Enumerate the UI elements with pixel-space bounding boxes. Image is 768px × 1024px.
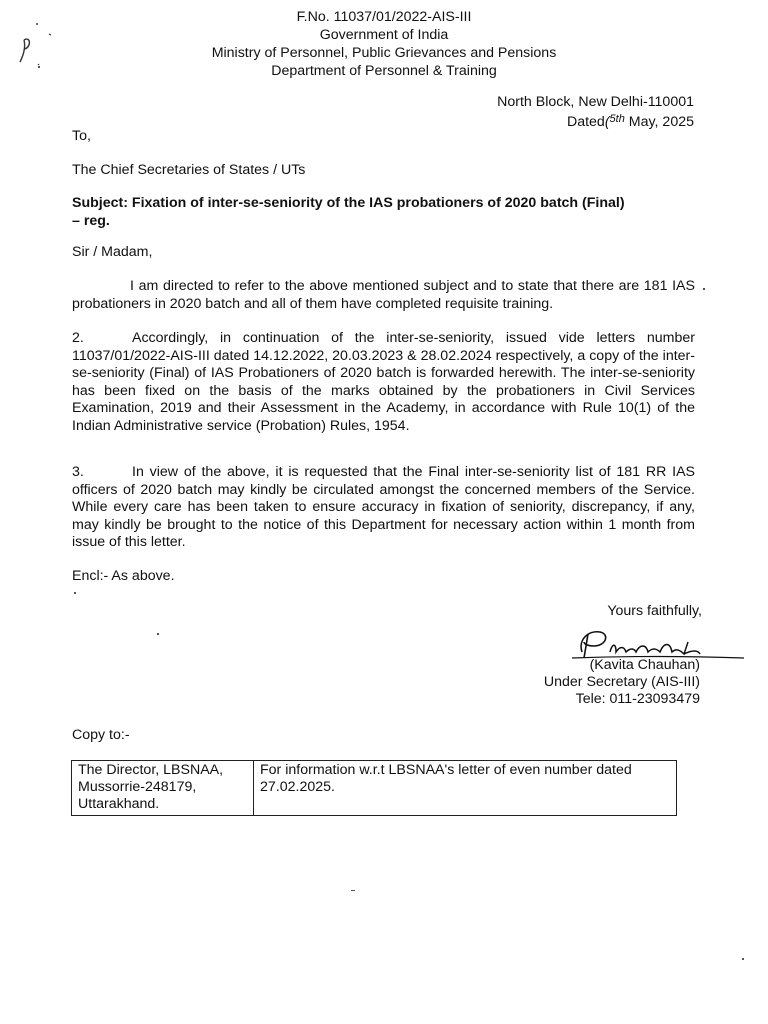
paragraph-2 <box>72 330 695 436</box>
scan-dot <box>351 890 355 891</box>
department-name: Department of Personnel & Training <box>271 63 497 79</box>
paragraph-1-text: I am directed to refer to the above mentioned subject and to state that there are 181 IAS probationers in 2020 batch and all of them have completed requisite training. <box>72 278 695 312</box>
to-label: To, <box>72 128 91 144</box>
copy-note: For information w.r.t LBSNAA's letter of even number dated 27.02.2025. <box>260 762 632 795</box>
date-rest: May, 2025 <box>628 114 694 130</box>
scan-dot <box>157 633 159 635</box>
letter-date <box>497 111 694 131</box>
table-row <box>72 761 677 816</box>
paragraph-2-number: 2. <box>72 330 84 346</box>
signatory-name: (Kavita Chauhan) <box>589 657 700 673</box>
enclosure-note: Encl:- As above. <box>72 568 175 584</box>
date-day: ($^{5th}$ <box>604 113 625 130</box>
signatory-telephone: Tele: 011-23093479 <box>575 691 700 707</box>
ministry-name: Ministry of Personnel, Public Grievances and Pensions <box>211 45 557 61</box>
yours-faithfully: Yours faithfully, <box>607 603 702 619</box>
paragraph-1 <box>72 278 695 313</box>
date-prefix: Dated <box>566 114 605 130</box>
addressee-cell <box>72 761 254 816</box>
paragraph-3-number: 3. <box>72 464 84 480</box>
scan-dot <box>74 592 76 594</box>
addressee-line-3: Uttarakhand. <box>78 796 160 812</box>
copy-to-label: Copy to:- <box>72 727 130 743</box>
government-name: Government of India <box>319 27 449 43</box>
subject-line-1: Subject: Fixation of inter-se-seniority of the IAS probationers of 2020 batch (Final) <box>72 195 625 211</box>
addressee-line-2: Mussorrie-248179, <box>78 779 197 795</box>
signatory-block <box>544 657 700 708</box>
scan-dot <box>38 66 40 68</box>
office-address: North Block, New Delhi-110001 <box>497 94 694 110</box>
addressee-line-1: The Director, LBSNAA, <box>78 762 224 778</box>
paragraph-3-text: In view of the above, it is requested that the Final inter-se-seniority list of 181 RR IAS officers of 2020 batch may kindly be circulated amongst the concerned members of the Service. While every care has been taken to ensure accuracy in fixation of seniority, discrepancy, if any, may kindly be brought to the notice of this Department for necessary action within 1 month from issue of this letter. <box>72 464 695 551</box>
salutation: Sir / Madam, <box>72 244 153 260</box>
paragraph-2-text: Accordingly, in continuation of the inter-se-seniority, issued vide letters number 11037/01/2022-AIS-III dated 14.12.2022, 20.03.2023 & 28.02.2024 respectively, a copy of the inter-se-seniority (Final) of IAS Probationers of 2020 batch is forwarded herewith. The inter-se-seniority has been fixed on the basis of the marks obtained by the probationers in Civil Services Examination, 2019 and their Assessment in the Academy, in accordance with Rule 10(1) of the Indian Administrative service (Probation) Rules, 1954. <box>72 330 695 434</box>
address-block <box>497 94 694 131</box>
scan-dot <box>703 288 705 290</box>
paragraph-3 <box>72 464 695 552</box>
signatory-designation: Under Secretary (AIS-III) <box>543 674 700 690</box>
recipient: The Chief Secretaries of States / UTs <box>72 162 306 178</box>
copy-to-table <box>71 760 677 816</box>
subject-line-2: – reg. <box>72 213 110 229</box>
note-cell <box>254 761 677 816</box>
letter-header <box>0 8 768 80</box>
subject-line <box>72 194 702 230</box>
scan-dot <box>742 958 744 960</box>
file-number: F.No. 11037/01/2022-AIS-III <box>296 9 472 25</box>
